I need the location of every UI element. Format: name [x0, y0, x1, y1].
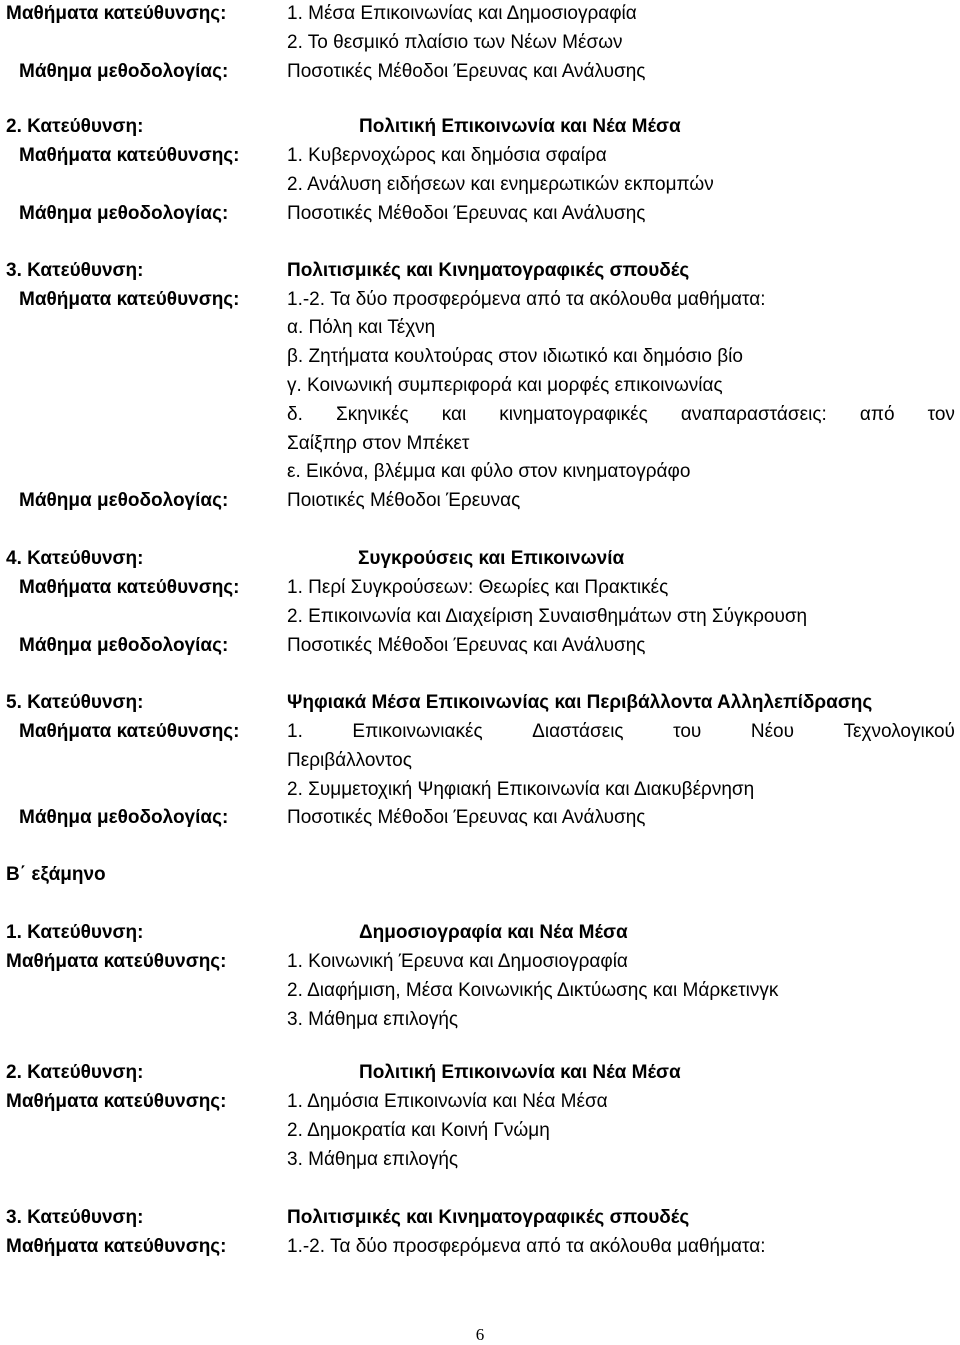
- course-item: 2. Επικοινωνία και Διαχείριση Συναισθημάτων στη Σύγκρουση: [287, 606, 808, 627]
- course-item: 2. Δημοκρατία και Κοινή Γνώμη: [287, 1120, 550, 1141]
- direction-number: 2.: [6, 116, 22, 137]
- course-item: 1. Μέσα Επικοινωνίας και Δημοσιογραφία: [287, 3, 637, 24]
- course-item: 3. Μάθημα επιλογής: [287, 1009, 459, 1030]
- direction-title: Πολιτική Επικοινωνία και Νέα Μέσα: [359, 1062, 681, 1083]
- course-intro: 1.-2. Τα δύο προσφερόμενα από τα ακόλουθα μαθήματα:: [287, 289, 766, 310]
- direction-title: Ψηφιακά Μέσα Επικοινωνίας και Περιβάλλοντα Αλληλεπίδρασης: [287, 692, 873, 713]
- direction-heading: [6, 1206, 144, 1230]
- method-label: Μάθημα μεθοδολογίας:: [19, 61, 229, 82]
- method-value: Ποιοτικές Μέθοδοι Έρευνας: [287, 490, 521, 511]
- direction-label: Κατεύθυνση:: [27, 692, 144, 713]
- direction-label: Κατεύθυνση:: [27, 260, 144, 281]
- course-item-continuation: Περιβάλλοντος: [287, 750, 412, 771]
- direction-label: Κατεύθυνση:: [27, 1207, 144, 1228]
- word: Διαστάσεις: [532, 721, 624, 742]
- courses-label: Μαθήματα κατεύθυνσης:: [19, 289, 240, 310]
- direction-heading: [6, 115, 144, 139]
- direction-title: Συγκρούσεις και Επικοινωνία: [358, 548, 625, 569]
- page-number: 6: [475, 1325, 485, 1344]
- course-option: γ. Κοινωνική συμπεριφορά και μορφές επικοινωνίας: [287, 375, 723, 396]
- word: Νέου: [750, 721, 794, 742]
- direction-title: Πολιτισμικές και Κινηματογραφικές σπουδές: [287, 260, 690, 281]
- direction-label: Κατεύθυνση:: [27, 116, 144, 137]
- course-item: 2. Το θεσμικό πλαίσιο των Νέων Μέσων: [287, 32, 623, 53]
- direction-number: 4.: [6, 548, 22, 569]
- direction-heading: [6, 1061, 144, 1085]
- course-item: 1. Κυβερνοχώρος και δημόσια σφαίρα: [287, 145, 607, 166]
- word: 1.: [287, 721, 303, 742]
- course-option: ε. Εικόνα, βλέμμα και φύλο στον κινηματογράφο: [287, 461, 691, 482]
- courses-label: Μαθήματα κατεύθυνσης:: [6, 951, 227, 972]
- course-intro: 1.-2. Τα δύο προσφερόμενα από τα ακόλουθα μαθήματα:: [287, 1236, 766, 1257]
- direction-heading: [6, 691, 144, 715]
- word: Τεχνολογικού: [843, 721, 955, 742]
- direction-title: Πολιτισμικές και Κινηματογραφικές σπουδές: [287, 1207, 690, 1228]
- course-item: 3. Μάθημα επιλογής: [287, 1149, 459, 1170]
- course-item: 2. Συμμετοχική Ψηφιακή Επικοινωνία και Διακυβέρνηση: [287, 779, 755, 800]
- method-value: Ποσοτικές Μέθοδοι Έρευνας και Ανάλυσης: [287, 635, 646, 656]
- courses-label: Μαθήματα κατεύθυνσης:: [19, 721, 240, 742]
- course-option-continuation: Σαίξπηρ στον Μπέκετ: [287, 433, 470, 454]
- course-item: 1. Κοινωνική Έρευνα και Δημοσιογραφία: [287, 951, 628, 972]
- direction-heading: [6, 259, 144, 283]
- courses-label: Μαθήματα κατεύθυνσης:: [19, 145, 240, 166]
- course-item: 1. Περί Συγκρούσεων: Θεωρίες και Πρακτικές: [287, 577, 669, 598]
- direction-number: 3.: [6, 1207, 22, 1228]
- direction-label: Κατεύθυνση:: [27, 1062, 144, 1083]
- word: του: [673, 721, 702, 742]
- direction-number: 3.: [6, 260, 22, 281]
- course-item-justified: [287, 720, 955, 744]
- course-item: 2. Ανάλυση ειδήσεων και ενημερωτικών εκπομπών: [287, 174, 714, 195]
- course-option: β. Ζητήματα κουλτούρας στον ιδιωτικό και δημόσιο βίο: [287, 346, 743, 367]
- method-label: Μάθημα μεθοδολογίας:: [19, 203, 229, 224]
- course-item: 1. Δημόσια Επικοινωνία και Νέα Μέσα: [287, 1091, 608, 1112]
- courses-label: Μαθήματα κατεύθυνσης:: [19, 577, 240, 598]
- direction-number: 2.: [6, 1062, 22, 1083]
- method-label: Μάθημα μεθοδολογίας:: [19, 490, 229, 511]
- word: από: [859, 404, 895, 425]
- direction-heading: [6, 921, 144, 945]
- word: δ.: [287, 404, 303, 425]
- direction-title: Δημοσιογραφία και Νέα Μέσα: [359, 922, 628, 943]
- word: Σκηνικές: [335, 404, 409, 425]
- courses-label: Μαθήματα κατεύθυνσης:: [6, 3, 227, 24]
- course-option: α. Πόλη και Τέχνη: [287, 317, 436, 338]
- direction-heading: [6, 547, 144, 571]
- method-value: Ποσοτικές Μέθοδοι Έρευνας και Ανάλυσης: [287, 61, 646, 82]
- direction-number: 1.: [6, 922, 22, 943]
- method-label: Μάθημα μεθοδολογίας:: [19, 807, 229, 828]
- method-label: Μάθημα μεθοδολογίας:: [19, 635, 229, 656]
- direction-label: Κατεύθυνση:: [27, 922, 144, 943]
- course-option-justified: [287, 403, 955, 427]
- word: αναπαραστάσεις:: [680, 404, 827, 425]
- word: τον: [927, 404, 955, 425]
- word: κινηματογραφικές: [499, 404, 648, 425]
- method-value: Ποσοτικές Μέθοδοι Έρευνας και Ανάλυσης: [287, 807, 646, 828]
- word: Επικοινωνιακές: [352, 721, 483, 742]
- method-value: Ποσοτικές Μέθοδοι Έρευνας και Ανάλυσης: [287, 203, 646, 224]
- direction-number: 5.: [6, 692, 22, 713]
- word: και: [441, 404, 467, 425]
- direction-label: Κατεύθυνση:: [27, 548, 144, 569]
- direction-title: Πολιτική Επικοινωνία και Νέα Μέσα: [359, 116, 681, 137]
- courses-label: Μαθήματα κατεύθυνσης:: [6, 1091, 227, 1112]
- course-item: 2. Διαφήμιση, Μέσα Κοινωνικής Δικτύωσης και Μάρκετινγκ: [287, 980, 779, 1001]
- courses-label: Μαθήματα κατεύθυνσης:: [6, 1236, 227, 1257]
- semester-heading: Β΄ εξάμηνο: [6, 864, 106, 885]
